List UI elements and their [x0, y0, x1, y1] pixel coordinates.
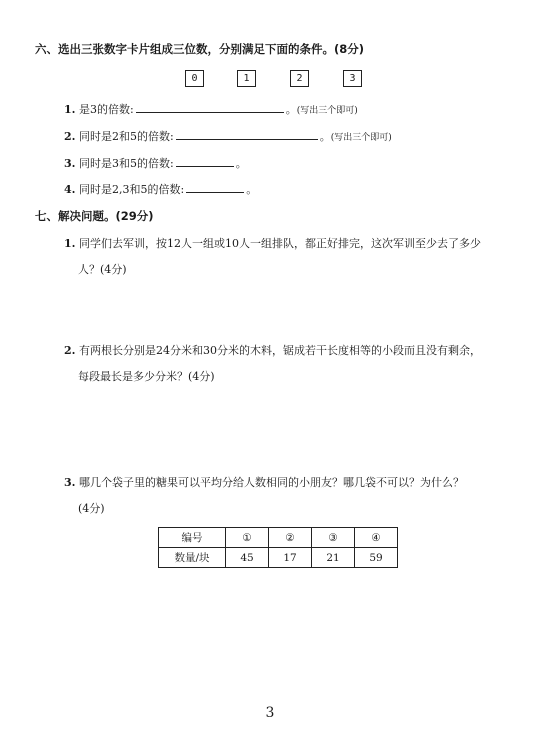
table-header-cell: ①: [226, 528, 269, 548]
table-row: [159, 528, 398, 548]
s6-item-4: [64, 181, 257, 197]
q2-line-1: [64, 342, 481, 358]
table-cell: 17: [269, 548, 312, 568]
table-cell: 45: [226, 548, 269, 568]
question-text: 同学们去军训，按12人一组或10人一组排队，都正好排完，这次军训至少去了多少: [78, 237, 481, 250]
digit-card-1: 1: [237, 70, 256, 87]
page-number: 3: [265, 705, 275, 721]
candy-bag-table: [158, 527, 398, 568]
q3-line-2: (4分): [78, 502, 105, 515]
item-text: 是3的倍数:: [78, 103, 134, 116]
question-number: 3.: [64, 476, 76, 489]
item-number: 1.: [64, 103, 76, 116]
table-cell: 数量/块: [159, 548, 226, 568]
question-number: 2.: [64, 344, 76, 357]
s6-item-1: [64, 101, 358, 117]
answer-blank[interactable]: [186, 182, 244, 193]
digit-card-3: 3: [343, 70, 362, 87]
digit-card-2: 2: [290, 70, 309, 87]
s6-item-3: [64, 155, 247, 171]
q2-line-2: 每段最长是多少分米？(4分): [78, 370, 215, 383]
item-tail: 。: [246, 183, 258, 196]
table-header-cell: 编号: [159, 528, 226, 548]
question-number: 1.: [64, 237, 76, 250]
item-text: 同时是3和5的倍数:: [78, 157, 174, 170]
item-number: 3.: [64, 157, 76, 170]
item-tail: 。: [235, 157, 247, 170]
item-number: 4.: [64, 183, 76, 196]
table-header-cell: ②: [269, 528, 312, 548]
section-7-heading: 七、解决问题。(29分): [35, 209, 154, 223]
table-row: [159, 548, 398, 568]
item-hint: (写出三个即可): [296, 106, 358, 116]
s6-item-2: [64, 128, 392, 144]
answer-blank[interactable]: [136, 102, 284, 113]
q1-line-1: [64, 235, 481, 251]
digit-card-0: 0: [185, 70, 204, 87]
table-cell: 59: [355, 548, 398, 568]
question-text: 有两根长分别是24分米和30分米的木料，锯成若干长度相等的小段而且没有剩余，: [78, 344, 481, 357]
q3-line-1: [64, 474, 464, 490]
question-text: 哪几个袋子里的糖果可以平均分给人数相同的小朋友？哪几袋不可以？为什么？: [78, 476, 464, 489]
answer-blank[interactable]: [176, 156, 234, 167]
item-number: 2.: [64, 130, 76, 143]
answer-blank[interactable]: [176, 129, 318, 140]
item-hint: (写出三个即可): [330, 133, 392, 143]
section-6-heading: 六、选出三张数字卡片组成三位数，分别满足下面的条件。(8分): [35, 42, 365, 56]
table-header-cell: ③: [312, 528, 355, 548]
item-text: 同时是2和5的倍数:: [78, 130, 174, 143]
table-header-cell: ④: [355, 528, 398, 548]
q1-line-2: 人？(4分): [78, 263, 127, 276]
item-text: 同时是2,3和5的倍数:: [78, 183, 185, 196]
item-tail: 。: [285, 103, 297, 116]
item-tail: 。: [319, 130, 331, 143]
table-cell: 21: [312, 548, 355, 568]
